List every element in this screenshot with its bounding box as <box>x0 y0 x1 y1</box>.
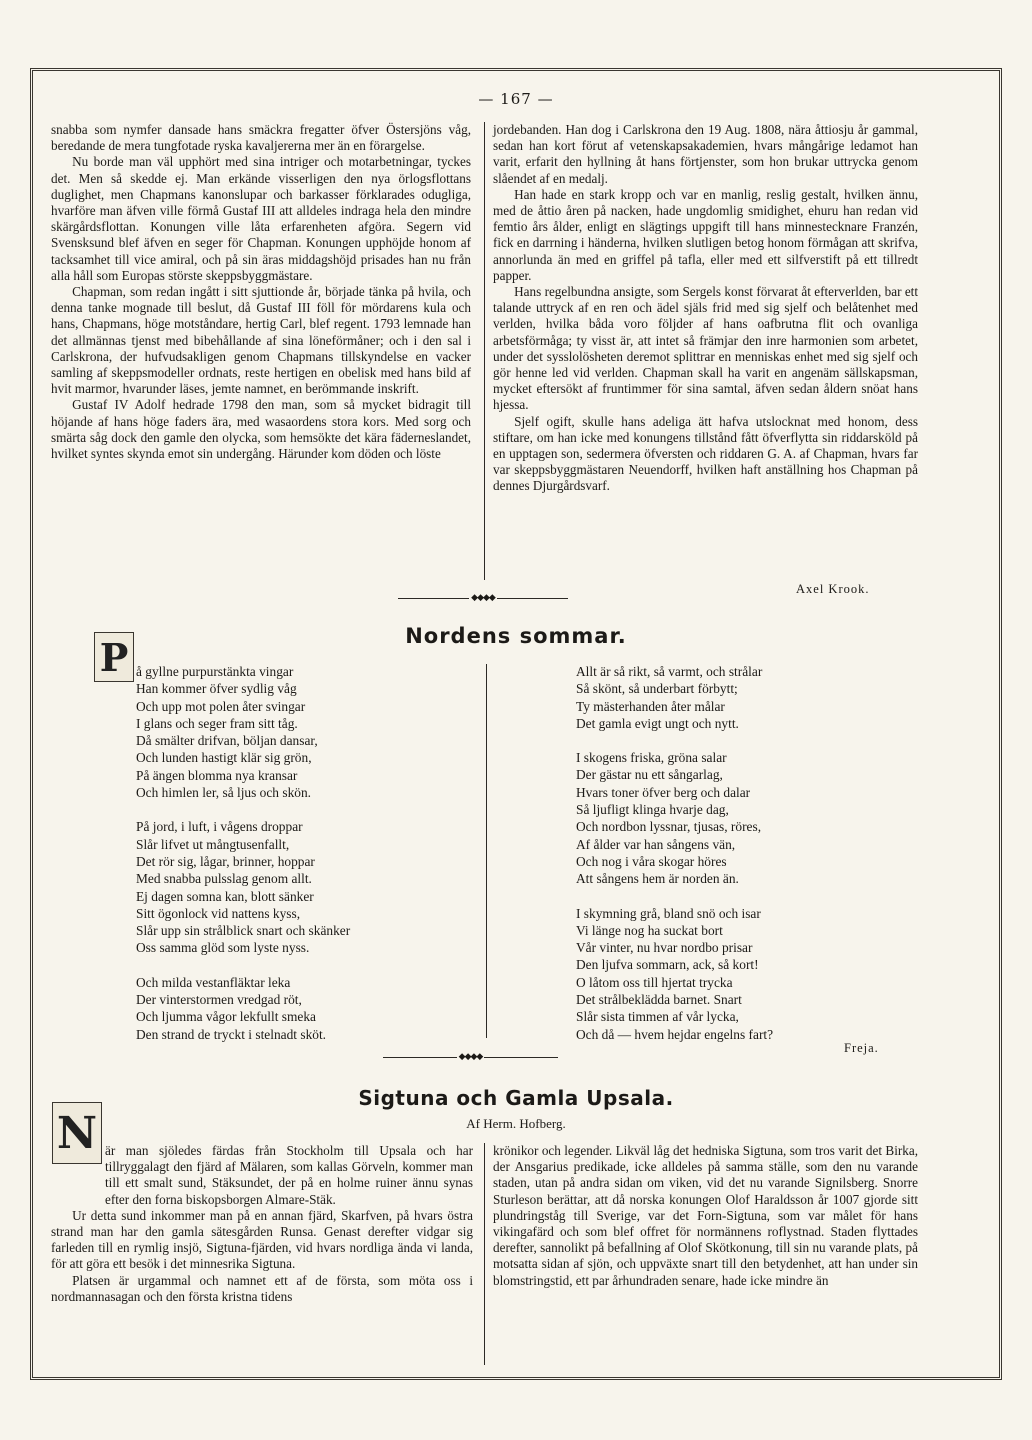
poem-line: Hvars toner öfver berg och dalar <box>576 784 751 800</box>
page-number: — 167 — <box>478 90 554 108</box>
poem-signature: Freja. <box>844 1041 879 1055</box>
paragraph: Nu borde man väl upphört med sina intriger och motarbetningar, tyckes det. Men så skedde ej. Man erkände visserligen den nya örlogsflottans duglighet, men Chapmans kanonslupar och barkasser förklarades odugliga, hvarföre man äfven ville förmå Gustaf III att alldeles indraga hela den mindre skärgårdsflottan. Konungen ville låta erfarenheten afgöra. Segern vid Svensksund blef äfven en seger för Chapman. Konungen upphöjde honom af tacksamhet till vice amiral, och på sin äras middagshöjd prisades han nu från alla håll som Europas störste skeppsbyggmästare. <box>51 154 471 283</box>
article1-left-column <box>51 122 471 462</box>
paragraph: Chapman, som redan ingått i sitt sjuttionde år, började tänka på hvila, och denna tanke mognade till beslut, då Gustaf III föll för mördarens kula och hans, Chapmans, höge motståndare, hertig Carl, blef regent. 1793 lemnade han det allmännas tjenst med bibehållande af sina löneförmåner; och i den sal i Carlskrona, der hufvudsakligen genom Chapmans tillskyndelse en vacker samling af skeppsmodeller ordnats, reste hertigen en obelisk med hans bild af hvit marmor, hvarunder läses, jemte namnet, en berömmande inskrift. <box>51 284 471 397</box>
poem-line: Den strand de tryckt i stelnadt sköt. <box>136 1026 327 1042</box>
poem-line: O låtom oss till hjertat trycka <box>576 974 733 990</box>
poem-line: Slår lifvet ut mångtusenfallt, <box>136 836 290 852</box>
poem-line: Allt är så rikt, så varmt, och strålar <box>576 664 763 679</box>
poem-line: Och upp mot polen åter svingar <box>136 698 306 714</box>
section-divider-ornament: ◆◆◆◆ <box>398 593 568 603</box>
poem-line: Att sångens hem är norden än. <box>576 871 739 887</box>
stanza <box>136 818 350 956</box>
poem-line: Ej dagen somna kan, blott sänker <box>136 888 314 904</box>
poem-right-column <box>576 663 773 1060</box>
poem-line: Och milda vestanfläktar leka <box>136 974 291 990</box>
poem-line: Oss samma glöd som lyste nyss. <box>136 940 310 956</box>
poem-line: Den ljufva sommarn, ack, så kort! <box>576 957 759 973</box>
poem-dropcap: P <box>94 632 134 682</box>
article2-byline: Af Herm. Hofberg. <box>466 1116 566 1131</box>
poem-line: Och nordbon lyssnar, tjusas, röres, <box>576 819 762 835</box>
poem-line: Då smälter drifvan, böljan dansar, <box>136 733 318 749</box>
poem-line: Och nog i våra skogar höres <box>576 853 727 869</box>
stanza <box>576 663 773 732</box>
poem-line: Det strålbeklädda barnet. Snart <box>576 992 742 1008</box>
column-divider <box>484 122 485 580</box>
poem-line: I skymning grå, bland snö och isar <box>576 905 761 921</box>
poem-line: Vår vinter, nu hvar nordbo prisar <box>576 940 753 956</box>
paragraph: Gustaf IV Adolf hedrade 1798 den man, som så mycket bidragit till höjande af hans höge faders ära, med wasaordens stora kors. Med sorg och smärta såg dock den gamle den olycka, som hemsökte det kära fäderneslandet, hvilket syntes skynda emot sin undergång. Härunder kom döden och löste <box>51 397 471 462</box>
column-divider <box>484 1143 485 1365</box>
paragraph: Platsen är urgammal och namnet ett af de första, som möta oss i nordmannasagan och den första kristna tidens <box>51 1272 473 1304</box>
poem-line: Vi länge nog ha suckat bort <box>576 922 723 938</box>
article2-left-column <box>51 1143 473 1305</box>
paragraph: Han hade en stark kropp och var en manlig, reslig gestalt, hvilken ännu, med de åttio åren på nacken, hade ungdomlig smidighet, ehuru han redan vid femtio års ålder, enligt en slägtings uppgift till hans minnestecknare Franzén, fick en darrning i händerna, hvilken slutligen betog honom förmågan att skrifva, annorlunda än med en griffel på tafla, eller med ett silfverstift på ett tillredt papper. <box>493 186 918 283</box>
poem-title: Nordens sommar. <box>405 624 627 648</box>
poem-line: Så ljufligt klinga hvarje dag, <box>576 802 729 818</box>
poem-line: Det rör sig, lågar, brinner, hoppar <box>136 853 315 869</box>
poem-line: Och då — hvem hejdar engelns fart? <box>576 1026 774 1042</box>
article2-right-column <box>493 1143 918 1289</box>
poem-line: Ty mästerhanden åter målar <box>576 698 725 714</box>
poem-line: Slår upp sin strålblick snart och skänker <box>136 923 351 939</box>
poem-line: Och lunden hastigt klär sig grön, <box>136 750 312 766</box>
poem-line: Så skönt, så underbart förbytt; <box>576 681 738 697</box>
poem-line: Af ålder var han sångens vän, <box>576 836 736 852</box>
article1-signature: Axel Krook. <box>796 582 870 596</box>
poem-left-column <box>136 663 350 1060</box>
poem-line: Han kommer öfver sydlig våg <box>136 681 297 697</box>
poem-line: I skogens friska, gröna salar <box>576 750 727 766</box>
stanza <box>576 905 773 1043</box>
paragraph: snabba som nymfer dansade hans smäckra fregatter öfver Östersjöns våg, beredande de mera tungfotade ryska kavaljererna mer än en förargelse. <box>51 122 471 154</box>
poem-line: Der gästar nu ett sångarlag, <box>576 767 723 783</box>
poem-line: Med snabba pulsslag genom allt. <box>136 871 312 887</box>
article1-right-column <box>493 122 918 495</box>
poem-line: På ängen blomma nya kransar <box>136 767 298 783</box>
paragraph: är man sjöledes färdas från Stockholm till Upsala och har tillryggalagt den fjärd af Mälaren, som kallas Görveln, kommer man till ett smalt sund, Stäksundet, der på en holme ruiner ännu synas efter den forna biskopsborgen Almare-Stäk. <box>105 1143 473 1207</box>
article2-dropcap: N <box>52 1102 102 1164</box>
poem-line: Slår sista timmen af vår lycka, <box>576 1009 739 1025</box>
paragraph: Ur detta sund inkommer man på en annan fjärd, Skarfven, på hvars östra strand man har den gamla sätesgården Runsa. Genast derefter vidgar sig farleden till en rymlig insjö, Sigtuna-fjärden, vid hvars nordliga ända vi landa, för att göra ett besök i det minnesrika Sigtuna. <box>51 1207 473 1272</box>
paragraph: Hans regelbundna ansigte, som Sergels konst förvarat åt efterverlden, bar ett talande uttryck af en ren och ädel själs frid med sig sjelf och belåtenhet med verlden, hvilka båda voro följder af hans oafbrutna flit och ovanliga arbetsförmåga; ty visst är, att intet så främjar den inre harmonien som arbetet, under det sysslolösheten deremot splittrar en menniskas enhet med sig sjelf och gör henne led vid verlden. Chapman skall ha varit en angenäm sällskapsman, mycket eftersökt af fruntimmer för sina samtal, äfven sedan åldern snöat hans hjessa. <box>493 284 918 413</box>
poem-line: Det gamla evigt ungt och nytt. <box>576 715 739 731</box>
poem-line: Sitt ögonlock vid nattens kyss, <box>136 905 301 921</box>
poem-line: Och ljumma vågor lekfullt smeka <box>136 1009 316 1025</box>
poem-line: å gyllne purpurstänkta vingar <box>136 664 294 679</box>
poem-line: Och himlen ler, så ljus och skön. <box>136 785 311 801</box>
section-divider-ornament: ◆◆◆◆ <box>383 1052 558 1062</box>
stanza <box>136 663 350 801</box>
paragraph: jordebanden. Han dog i Carlskrona den 19 Aug. 1808, nära åttiosju år gammal, sedan han kort förut af vetenskapsakademien, hvars mångårige ledamot han varit, erfarit den hyllning åt hans förtjenster, som hon brukar uttrycka genom slåendet af en medalj. <box>493 122 918 186</box>
paragraph: krönikor och legender. Likväl låg det hedniska Sigtuna, som tros varit det Birka, der Ansgarius predikade, icke alldeles på samma ställe, som den nu varande staden, utan på andra sidan om viken, vid det nu varande Signilsberg. Snorre Sturleson berättar, att då norska konungen Olof Haraldsson år 1007 gjorde sitt plundringståg till Sverige, var det Forn-Sigtuna, som var målet för hans vikingafärd och som blef offret för normännens roflystnad. Staden flyttades derefter, sannolikt på befallning af Olof Skötkonung, till sin nu varande plats, på motsatta sidan af sjön, och uppväxte snart till den betydenhet, att han under sin blomstringstid, ett par århundraden senare, hade icke mindre än <box>493 1143 918 1288</box>
poem-line: I glans och seger fram sitt tåg. <box>136 715 298 731</box>
poem-column-divider <box>486 664 487 1038</box>
article2-title: Sigtuna och Gamla Upsala. <box>358 1086 674 1110</box>
paragraph: Sjelf ogift, skulle hans adeliga ätt hafva utslocknat med honom, dess stiftare, om han icke med konungens tillstånd fått öfverflytta sin riddarsköld på en upptagen son, sedermera öfversten och riddaren G. A. af Chapman, hvars far var skeppsbyggmästaren Neuendorff, hvilken haft anställning hos Chapman på dennes Djurgårdsvarf. <box>493 413 918 494</box>
poem-line: Der vinterstormen vredgad röt, <box>136 992 302 1008</box>
stanza <box>136 974 350 1043</box>
poem-line: På jord, i luft, i vågens droppar <box>136 819 303 835</box>
stanza <box>576 749 773 887</box>
